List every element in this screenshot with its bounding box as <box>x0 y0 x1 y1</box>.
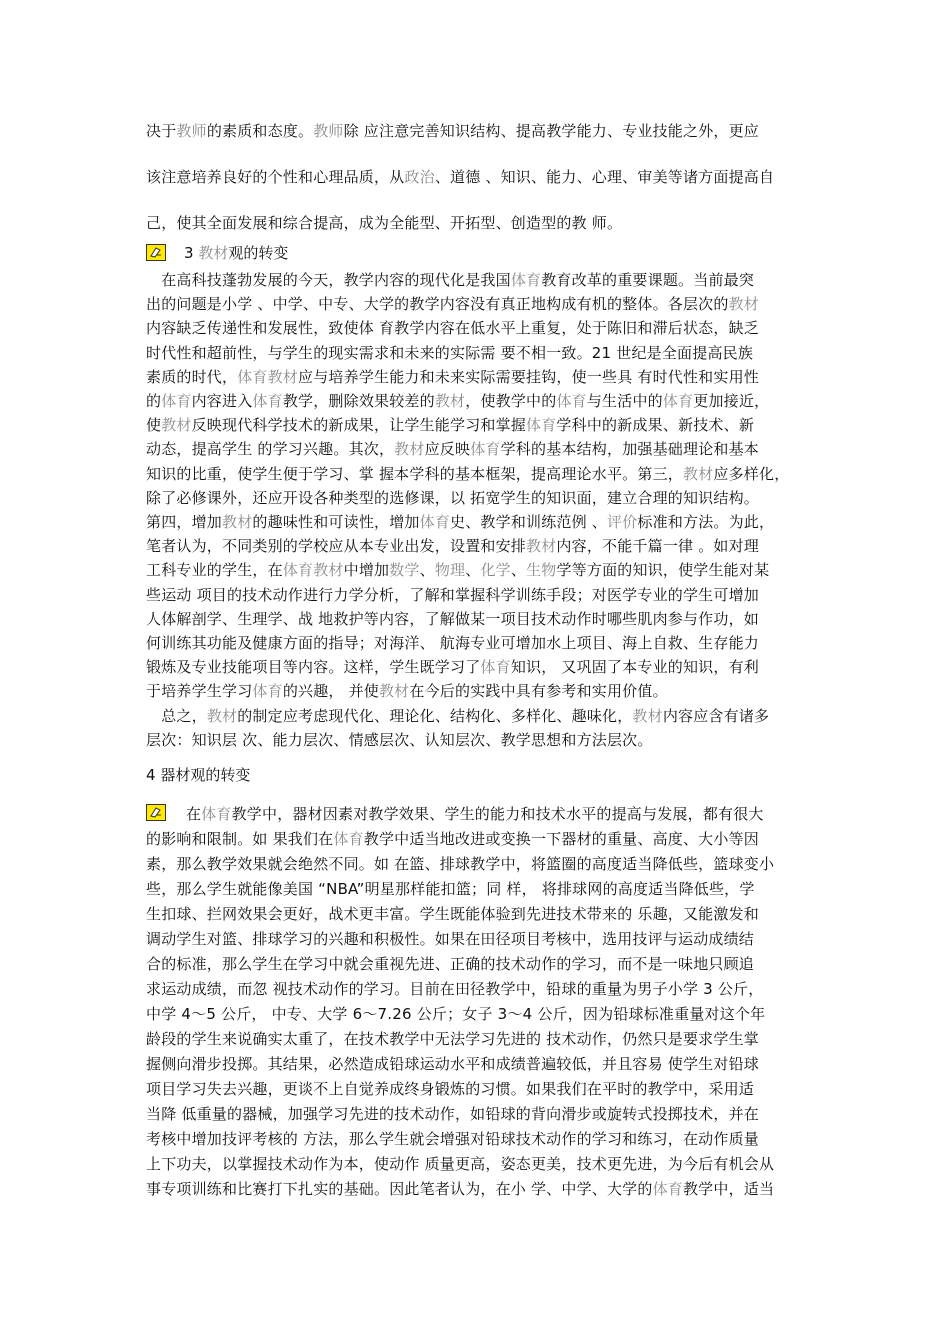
number-text: 4～5 <box>181 1005 217 1023</box>
text-run: 项目学习失去兴趣，更谈不上自觉养成终身锻炼的习惯。如果我们在平时的教学中，采用适 <box>146 1080 755 1098</box>
text-line <box>146 904 759 924</box>
keyword-link[interactable]: 体育 <box>652 1180 683 1198</box>
text-line <box>146 954 754 974</box>
section-4-icon-row <box>146 803 176 823</box>
text-run: 更加接近， <box>693 392 770 410</box>
text-run: 层次：知识层 次、能力层次、情感层次、认知层次、教学思想和方法层次。 <box>146 730 653 749</box>
text-run: 应与培养学生能力和未来实际需要挂钩，使一些具 有时代性和实用性 <box>298 367 759 386</box>
keyword-link[interactable]: 体育 <box>556 392 587 410</box>
keyword-link[interactable]: 教材 <box>161 416 192 435</box>
text-line <box>146 979 763 999</box>
text-run: 决于 <box>146 122 177 140</box>
text-line <box>146 1154 774 1174</box>
text-run: 锻炼及专业技能项目等内容。这样，学生既学习了 <box>146 658 481 677</box>
text-run: 求运动成绩，而忽 视技术动作的学习。目前在田径教学中，铅球的重量为男子小学 <box>146 980 704 998</box>
text-line <box>146 657 759 677</box>
text-run: 握侧向滑步投掷。其结果，必然造成铅球运动水平和成绩普遍较低，并且容易 使学生对铅球 <box>146 1055 759 1073</box>
section-4-number: 4 <box>146 766 156 784</box>
text-line <box>146 829 759 849</box>
text-run: 时代性和超前性，与学生的现实需求和未来的实际需 要不相一致。 <box>146 343 592 362</box>
text-run: 的兴趣， 并使 <box>282 682 379 701</box>
text-line <box>146 213 622 233</box>
keyword-link[interactable]: 体育 <box>333 830 364 848</box>
keyword-link[interactable]: 生物 <box>526 561 557 580</box>
text-run: 、道德 、知识、能力、心理、审美等诸方面提高自 <box>434 168 775 186</box>
keyword-link[interactable]: 物理 <box>434 561 466 580</box>
text-run: 明星那样能扣篮；同 样， 将排球网的高度适当降低些，学 <box>364 880 755 898</box>
text-run: 的 <box>146 392 162 410</box>
text-run: 出的问题是小学 、中学、中专、大学的教学内容没有真正地构成有机的整体。各层次的 <box>146 295 729 314</box>
text-run: 笔者认为，不同类别的学校应从本专业出发，设置和安排 <box>146 537 527 556</box>
text-line <box>146 1029 759 1049</box>
keyword-link[interactable]: 化学 <box>480 561 511 580</box>
text-run: 公斤， <box>712 980 764 998</box>
text-run: 内容，不能千篇一律 。如对理 <box>556 537 759 556</box>
text-run: 生扣球、拦网效果会更好，战术更丰富。学生既能体验到先进技术带来的 乐趣，又能激发和 <box>146 905 759 923</box>
text-run: 的趣味性和可读性，增加 <box>252 513 420 531</box>
text-run: 些运动 项目的技术动作进行力学分析，了解和掌握科学训练手段；对医学专业的学生可增加 <box>146 585 759 604</box>
text-run: 的素质和态度。 <box>206 122 314 140</box>
text-line <box>146 706 769 726</box>
text-run: 调动学生对篮、排球学习的兴趣和积极性。如果在田径项目考核中，选用技评与运动成绩结 <box>146 930 755 948</box>
text-line <box>146 560 769 580</box>
keyword-link[interactable]: 评价 <box>607 513 638 531</box>
text-run: 在 <box>186 805 202 823</box>
section-3-number: 3 <box>184 244 194 262</box>
keyword-link[interactable]: 体育 <box>470 440 501 459</box>
text-run: 内容缺乏传递性和发展性，致使体 育教学内容在低水平上重复，处于陈旧和滞后状态，缺乏 <box>146 319 759 338</box>
text-run: 除了必修课外，还应开设各种类型的选修课，以 拓宽学生的知识面，建立合理的知识结构。 <box>146 488 759 507</box>
text-line <box>146 1179 774 1199</box>
text-line <box>146 609 759 629</box>
text-run: 素，那么教学效果就会绝然不同。如 在篮、排球教学中，将篮圈的高度适当降低些，篮球变小 <box>146 855 775 873</box>
keyword-link[interactable]: 体育 <box>252 392 283 410</box>
keyword-link[interactable]: 体育 <box>480 658 511 677</box>
text-run: 中学 <box>146 1005 182 1023</box>
number-text: “NBA” <box>318 880 365 898</box>
text-run: 考核中增加技评考核的 方法，那么学生就会增强对铅球技术动作的学习和练习，在动作质量 <box>146 1130 759 1148</box>
text-run: 教学中适当地改进或变换一下器材的重量、高度、大小等因 <box>363 830 759 848</box>
text-run: 人体解剖学、生理学、战 地救护等内容，了解做某一项目技术动作时哪些肌肉参与作功，如 <box>146 609 759 628</box>
text-run: 与生活中的 <box>586 392 663 410</box>
text-line <box>146 730 653 750</box>
text-run: 公斤，因为铅球标准重量对这个年 <box>532 1005 766 1023</box>
text-run: 、 <box>465 561 481 580</box>
text-run: 教学，删除效果较差的 <box>282 392 435 410</box>
section-4-heading <box>146 765 250 785</box>
text-line <box>146 536 759 556</box>
text-line <box>146 343 753 363</box>
text-run: 些，那么学生就能像美国 <box>146 880 319 898</box>
text-run: 在高科技蓬勃发展的今天，教学内容的现代化是我国 <box>146 271 511 289</box>
text-line <box>146 1104 759 1124</box>
text-line <box>146 415 754 435</box>
keyword-link[interactable]: 体育 <box>419 513 451 531</box>
keyword-link[interactable]: 教材 <box>222 513 253 531</box>
text-run: 学等方面的知识，使学生能对某 <box>556 561 770 580</box>
text-run: 、 <box>419 561 435 580</box>
text-line <box>146 270 754 290</box>
text-line <box>146 879 755 899</box>
keyword-link[interactable]: 教师 <box>176 122 207 140</box>
section-3-heading <box>146 243 288 263</box>
text-run: 的制定应考虑现代化、理论化、结构化、多样化、趣味化， <box>237 706 633 725</box>
keyword-link[interactable]: 数学 <box>389 561 420 580</box>
text-run: 、 <box>510 561 527 580</box>
text-run: 中增加 <box>343 561 390 580</box>
text-run: 应多样化， <box>713 464 790 483</box>
text-run: 除 应注意完善知识结构、提高教学能力、专业技能之外，更应 <box>343 122 759 140</box>
keyword-link[interactable]: 体育 <box>201 805 232 823</box>
text-line <box>146 167 774 187</box>
keyword-link[interactable]: 教材 <box>728 295 759 314</box>
keyword-link[interactable]: 教师 <box>313 122 344 140</box>
number-text: 3～4 <box>497 1005 533 1023</box>
text-run: 动态，提高学生 的学习兴趣。其次， <box>146 440 395 459</box>
text-run: 知识的比重，使学生便于学习、掌 握本学科的基本框架，提高理论水平。第三， <box>146 464 683 483</box>
keyword-link[interactable]: 体育 <box>526 416 557 435</box>
text-line <box>146 1129 759 1149</box>
keyword-link[interactable]: 体育教材 <box>237 367 299 386</box>
text-run: 教育改革的重要课题。当前最突 <box>541 271 755 289</box>
text-line <box>146 1004 765 1024</box>
text-line <box>146 854 774 874</box>
text-line <box>186 804 764 824</box>
text-run: ，使教学中的 <box>465 392 557 410</box>
note-icon[interactable] <box>146 804 166 821</box>
text-run: 教学中，适当 <box>682 1180 775 1198</box>
text-line <box>146 929 754 949</box>
text-run: 内容应含有诸多 <box>662 706 770 725</box>
text-run: 何训练其功能及健康方面的指导；对海洋、 航海专业可增加水上项目、海上自救、生存能力 <box>146 634 759 652</box>
text-run: 反映现代科学技术的新成果，让学生能学习和掌握 <box>191 416 527 435</box>
section-3-title: 观的转变 <box>228 244 289 262</box>
text-run: 教学中，器材因素对教学效果、学生的能力和技术水平的提高与发展，都有很大 <box>231 805 764 823</box>
number-text: 3 <box>703 980 713 998</box>
text-run: 史、教学和训练范例 、 <box>450 513 608 531</box>
text-run: 学科的基本结构，加强基础理论和基本 <box>500 440 759 459</box>
keyword-link[interactable]: 政治 <box>404 168 435 186</box>
text-line <box>146 681 668 701</box>
text-run: 合的标准，那么学生在学习中就会重视先进、正确的技术动作的学习，而不是一味地只顾追 <box>146 955 755 973</box>
text-run: 素质的时代， <box>146 367 238 386</box>
text-line <box>146 1054 759 1074</box>
keyword-link[interactable]: 体育 <box>161 392 192 410</box>
text-line <box>146 1079 754 1099</box>
text-run: 内容进入 <box>191 392 253 410</box>
text-run: 标准和方法。为此， <box>637 513 775 531</box>
text-run: 学科中的新成果、新技术、新 <box>556 416 755 435</box>
text-run: 工科专业的学生，在 <box>146 561 283 580</box>
note-icon[interactable] <box>146 244 166 261</box>
text-run: 己，使其全面发展和综合提高，成为全能型、开拓型、创造型的教 师。 <box>146 214 623 232</box>
keyword-link[interactable]: 教材 <box>526 537 557 556</box>
text-line <box>146 585 759 605</box>
keyword-link[interactable]: 教材 <box>632 706 663 725</box>
keyword-link[interactable]: 教材 <box>682 464 714 483</box>
text-line <box>146 294 759 314</box>
text-line <box>146 464 789 484</box>
text-line <box>146 367 759 387</box>
text-run: 该注意培养良好的个性和心理品质，从 <box>146 168 405 186</box>
text-line <box>146 318 759 338</box>
number-text: 6～7.26 <box>352 1005 412 1023</box>
text-run: 知识， 又巩固了本专业的知识，有利 <box>510 658 759 677</box>
keyword-link[interactable]: 体育 <box>662 392 694 410</box>
text-run: 公斤；女子 <box>411 1005 498 1023</box>
text-run: 当降 低重量的器械，加强学习先进的技术动作，如铅球的背向滑步或旋转式投掷技术，并在 <box>146 1105 759 1123</box>
number-text: 21 <box>591 343 612 362</box>
keyword-link[interactable]: 教材 <box>378 682 410 701</box>
text-run: 第四，增加 <box>146 513 223 531</box>
text-run: 使 <box>146 416 162 435</box>
text-run: 在今后的实践中具有参考和实用价值。 <box>409 682 668 701</box>
text-line <box>146 439 759 459</box>
text-run: 龄段的学生来说确实太重了，在技术教学中无法学习先进的 技术动作，仍然只是要求学生掌 <box>146 1030 759 1048</box>
text-run: 应反映 <box>424 440 471 459</box>
text-run: 总之， <box>146 706 207 725</box>
text-run: 事专项训练和比赛打下扎实的基础。因此笔者认为，在小 学、中学、大学的 <box>146 1180 653 1198</box>
text-run: 公斤， 中专、大学 <box>216 1005 353 1023</box>
keyword-link[interactable]: 教材 <box>206 706 238 725</box>
section-3-title-keyword[interactable]: 教材 <box>198 244 229 262</box>
text-line <box>146 121 759 141</box>
text-run: 世纪是全面提高民族 <box>611 343 754 362</box>
keyword-link[interactable]: 体育教材 <box>282 561 344 580</box>
text-run: 于培养学生学习 <box>146 682 253 701</box>
text-run: 的影响和限制。如 果我们在 <box>146 830 334 848</box>
text-run: 上下功夫，以掌握技术动作为本，使动作 质量更高，姿态更美，技术更先进，为今后有机会从 <box>146 1155 775 1173</box>
section-4-title: 器材观的转变 <box>160 766 251 784</box>
text-line <box>146 633 759 653</box>
keyword-link[interactable]: 教材 <box>434 392 466 410</box>
keyword-link[interactable]: 体育 <box>252 682 283 701</box>
text-line <box>146 391 769 411</box>
keyword-link[interactable]: 教材 <box>394 440 425 459</box>
text-line <box>146 512 774 532</box>
keyword-link[interactable]: 体育 <box>510 271 542 289</box>
text-line <box>146 488 759 508</box>
